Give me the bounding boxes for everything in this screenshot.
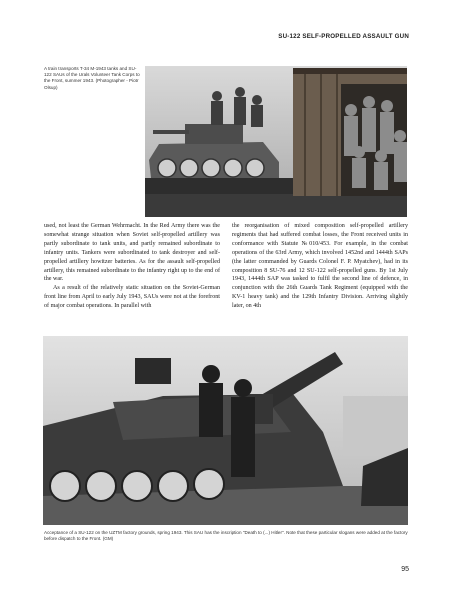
body-right-column (232, 222, 408, 311)
photo-su122-acceptance (43, 336, 408, 525)
photo-train-transport (145, 66, 407, 217)
running-header: SU-122 SELF-PROPELLED ASSAULT GUN (278, 33, 409, 40)
left-paragraph-2: As a result of the relatively static situation on the Soviet-German front line from April to early July 1943, SAUs were not at the forefront of major combat operations. In parallel with (44, 285, 220, 310)
figure-caption-train: A train transports T-34 M-1943 tanks and SU-122 SAUs of the Urals Volunteer Tank Corps to the Front, summer 1943. (Photographer - Piotr Olsup) (44, 66, 140, 90)
left-paragraph-1: used, not least the German Wehrmacht. In the Red Army there was the somewhat strange situation when Soviet self-propelled artillery was partly subordinate to tank units, and partly remained subordinate to infantry units. Tankers were subordinated to tank destroyer and self-propelled artillery howitzer batteries. As for the assault self-propelled artillery, this remained subordinate to the infantry right up to the end of the war. (44, 223, 220, 283)
page-number: 95 (401, 566, 409, 573)
right-paragraph-1: the reorganisation of mixed composition self-propelled artillery regiments that had suffered combat losses, the Front received units in conformance with Statute №010/453. For example, in the combat operations of the 63rd Army, which involved 1452nd and 1444th SAPs (the latter commanded by Guards Colonel F. P. Myatchev), had in its composition 8 SU-76 and 12 SU-122 self-propelled guns. By 1st July 1943, 1444th SAP was tasked to fulfil the second line of defence, in conjunction with the 26th Guards Tank Regiment (equipped with the KV-1 heavy tank) and the 129th Infantry Division. Arriving slightly later, on 4th (232, 223, 408, 310)
figure-caption-acceptance: Acceptance of a SU-122 on the UZTM factory grounds, spring 1943. This SAU has the inscription "Death to (...) Hitler". Note that these particular slogans were added at the factory before dispatch to the Front. (GM) (44, 530, 408, 542)
body-left-column (44, 222, 220, 311)
